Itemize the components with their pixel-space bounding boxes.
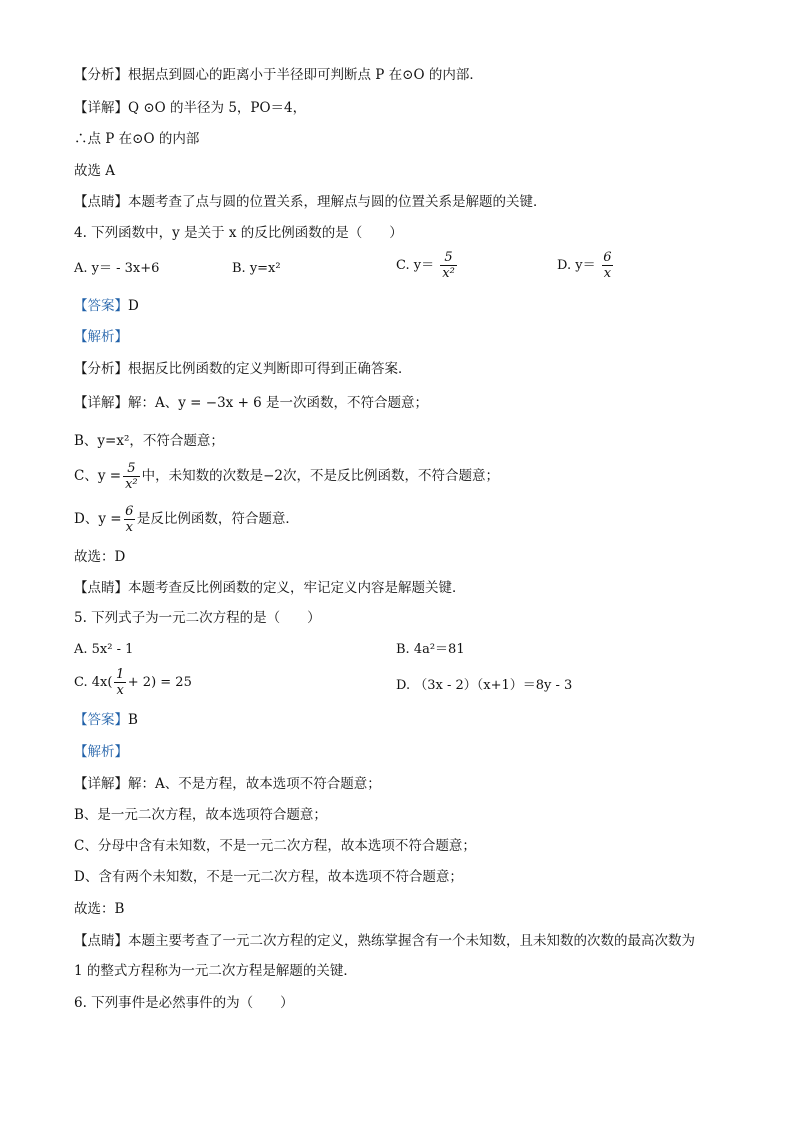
fraction-denominator: x² (442, 266, 455, 281)
fraction-numerator: 5 (444, 250, 453, 265)
q4-option-c (396, 250, 459, 281)
q4-option-d-label: D. y＝ (557, 258, 596, 273)
q5-detail-d: D、含有两个未知数，不是一元二次方程，故本选项不符合题意； (74, 869, 463, 885)
fraction-denominator: x (125, 520, 133, 535)
q5-option-c-prefix: C. 4x( (74, 675, 113, 690)
q4-option-c-fraction (440, 250, 457, 281)
question-4-stem: 4. 下列函数中，y 是关于 x 的反比例函数的是（ ） (74, 225, 403, 241)
answer-tag: 【答案】 (74, 712, 128, 728)
q5-option-b: B. 4a²＝81 (396, 642, 465, 657)
comment-line: 【点睛】本题考查了点与圆的位置关系，理解点与圆的位置关系是解题的关键． (74, 194, 547, 210)
choice-line: 故选 A (74, 163, 116, 179)
q4-detail-d-suffix: 是反比例函数，符合题意． (136, 511, 299, 527)
q4-detail-d-fraction (124, 504, 135, 535)
q4-analysis: 【分析】根据反比例函数的定义判断即可得到正确答案． (74, 361, 412, 377)
q4-choice: 故选：D (74, 549, 126, 565)
answer-value: B (128, 712, 138, 728)
q4-option-d (557, 250, 615, 281)
q5-option-a: A. 5x² - 1 (74, 642, 134, 657)
q4-detail-d-prefix: D、y = (74, 511, 122, 527)
q5-option-c-suffix: + 2) = 25 (127, 675, 192, 690)
q5-option-c-fraction (114, 667, 125, 698)
fraction-denominator: x² (125, 477, 138, 492)
q4-detail-c-prefix: C、y = (74, 468, 122, 484)
analysis-line: 【分析】根据点到圆心的距离小于半径即可判断点 P 在⊙O 的内部． (74, 67, 483, 83)
question-6-stem: 6. 下列事件是必然事件的为（ ） (74, 995, 294, 1011)
q4-detail-c-fraction (123, 461, 140, 492)
answer-tag: 【答案】 (74, 298, 128, 314)
q4-option-b: B. y=x² (232, 261, 281, 276)
q4-detail-c (74, 460, 499, 492)
fraction-numerator: 6 (603, 250, 612, 265)
q5-choice: 故选：B (74, 901, 125, 917)
conclusion-line: ∴点 P 在⊙O 的内部 (74, 131, 200, 147)
q4-detail-c-suffix: 中，未知数的次数是−2次，不是反比例函数，不符合题意； (141, 468, 500, 484)
q4-option-d-fraction (602, 250, 613, 281)
q5-option-d: D. （3x - 2）（x+1）＝8y - 3 (396, 678, 573, 693)
q5-detail-c: C、分母中含有未知数，不是一元二次方程，故本选项不符合题意； (74, 838, 476, 854)
q4-comment: 【点睛】本题考查反比例函数的定义，牢记定义内容是解题关键． (74, 580, 466, 596)
fraction-numerator: 6 (125, 504, 134, 519)
q4-detail-b: B、y=x²，不符合题意； (74, 433, 224, 449)
q4-jiexi-tag: 【解析】 (74, 329, 128, 345)
detail-line: 【详解】Q ⊙O 的半径为 5，PO＝4， (74, 100, 307, 116)
q4-detail-d (74, 503, 299, 535)
q5-comment-1: 【点睛】本题主要考查了一元二次方程的定义，熟练掌握含有一个未知数，且未知数的次数的最高次数为 (74, 933, 695, 949)
q5-answer (74, 711, 138, 729)
fraction-denominator: x (603, 266, 612, 281)
fraction-numerator: 5 (127, 461, 136, 476)
q4-option-a: A. y＝ - 3x+6 (74, 261, 160, 276)
q5-detail-b: B、是一元二次方程，故本选项符合题意； (74, 807, 327, 823)
q4-answer (74, 297, 139, 315)
q4-detail-a: 【详解】解：A、y = −3x + 6 是一次函数，不符合题意； (74, 395, 429, 411)
answer-value: D (128, 298, 139, 314)
q5-comment-2: 1 的整式方程称为一元二次方程是解题的关键． (74, 963, 357, 979)
q5-detail-a: 【详解】解：A、不是方程，故本选项不符合题意； (74, 776, 381, 792)
fraction-denominator: x (116, 683, 124, 698)
fraction-numerator: 1 (115, 667, 125, 682)
question-5-stem: 5. 下列式子为一元二次方程的是（ ） (74, 610, 321, 626)
q5-option-c (74, 665, 192, 701)
q5-jiexi-tag: 【解析】 (74, 744, 128, 760)
q4-option-c-label: C. y＝ (396, 258, 435, 273)
